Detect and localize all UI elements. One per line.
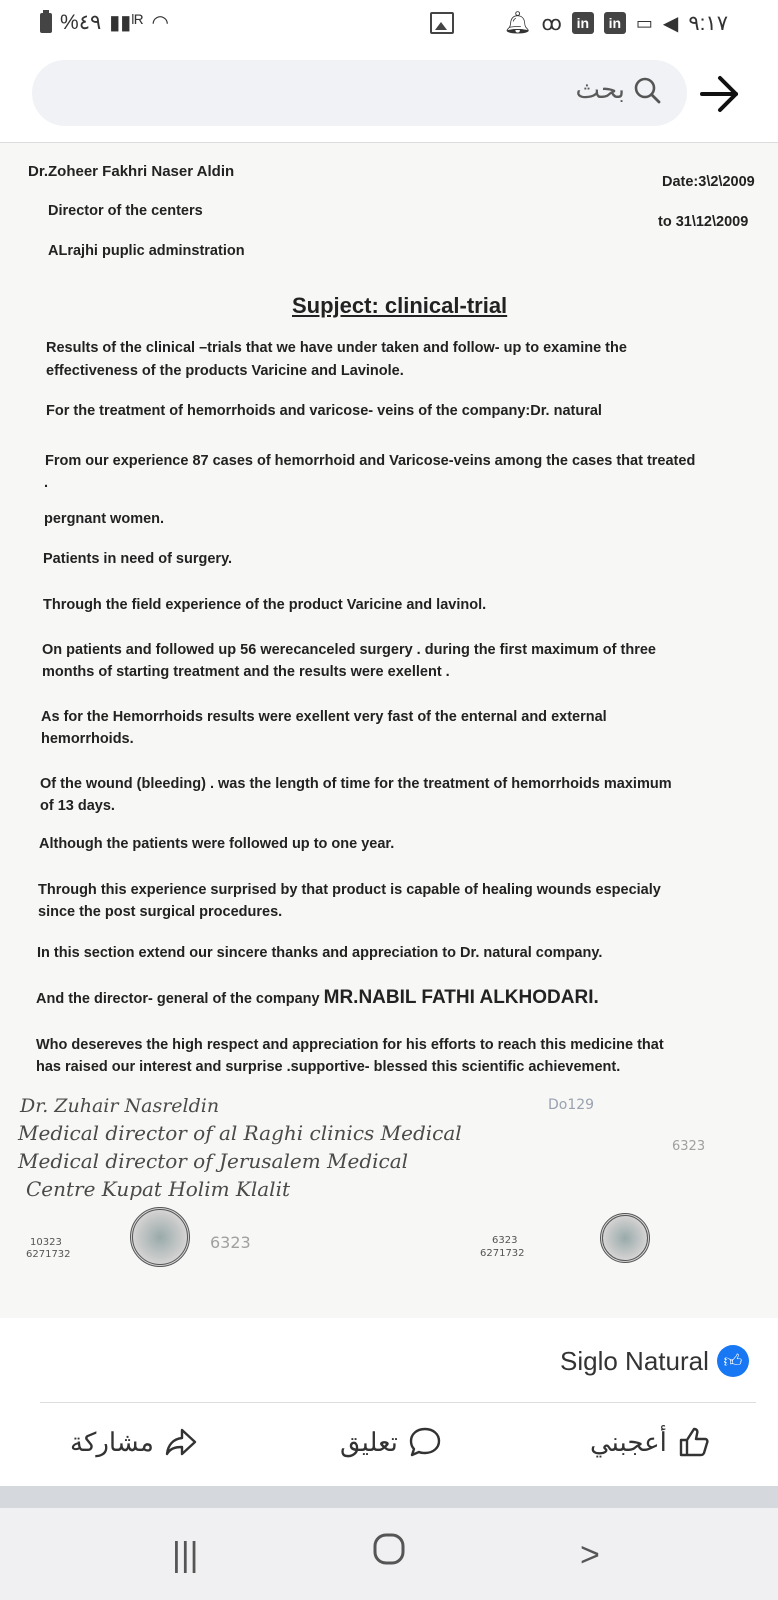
thumbs-up-icon [677,1425,711,1459]
gallery-icon [430,12,454,34]
paragraph-line: Who desereves the high respect and appreciation for his efforts to reach this medicine that [36,1037,664,1053]
paragraph-line: hemorrhoids. [41,731,134,747]
director-name: MR.NABIL FATHI ALKHODARI. [323,987,599,1008]
paragraph-line: since the post surgical procedures. [38,904,283,920]
search-placeholder: بحث [575,74,625,104]
stamp-text: 6271732 [26,1249,71,1260]
comment-label: تعليق [340,1426,398,1457]
share-icon [164,1425,198,1459]
battery-level: %٤٩ [60,11,102,34]
signature-area [0,1095,778,1318]
stamp-text: 6271732 [480,1248,525,1259]
signature-line: Dr. Zuhair Nasreldin [20,1095,220,1117]
home-icon[interactable] [372,1532,406,1575]
separator-band [0,1486,778,1508]
notification-bell-icon: 🔔︎ [503,10,532,35]
signature-line: Centre Kupat Holim Klalit [26,1177,291,1201]
paragraph-line: pergnant women. [44,511,165,527]
paragraph-line: Of the wound (bleeding) . was the length of time for the treatment of hemorrhoids maximum [40,776,672,792]
director-text: And the director- general of the company [36,991,320,1007]
search-input[interactable] [32,60,687,126]
stamp-text: 10323 [30,1237,62,1248]
battery-icon [40,13,52,33]
paragraph-line: In this section extend our sincere thanks and appreciation to Dr. natural company. [37,945,603,961]
author-name: Siglo Natural [560,1345,709,1376]
paragraph-line [36,987,599,1010]
paragraph-line: Patients in need of surgery. [43,551,233,567]
search-field-content [575,74,661,105]
paragraph-line: From our experience 87 cases of hemorrhoid and Varicose-veins among the cases that treated [45,453,696,469]
paragraph-line: effectiveness of the products Varicine and Lavinole. [46,363,404,379]
recent-apps-icon[interactable]: ||| [172,1536,199,1574]
post-actions [0,1415,778,1475]
paragraph-line: . [44,475,49,491]
search-header [0,46,778,143]
paragraph-line: has raised our interest and surprise .supportive- blessed this scientific achievement. [36,1059,621,1075]
paragraph-line: months of starting treatment and the results were exellent . [42,664,450,680]
signature-line: Medical director of al Raghi clinics Medical [18,1121,462,1145]
official-stamp [130,1207,190,1267]
paragraph-line: Through this experience surprised by that product is capable of healing wounds especialy [38,882,661,898]
sender-name: Dr.Zoheer Fakhri Naser Aldin [28,163,235,180]
status-left [40,10,169,35]
official-stamp [600,1213,650,1263]
stamp-text: 6323 [210,1233,251,1252]
like-badge-icon: 👍︎ [717,1345,749,1377]
date-from: Date:3\2\2009 [662,174,755,190]
like-button[interactable] [590,1425,711,1459]
cast-icon: ▭ [635,12,653,33]
status-bar [0,0,778,46]
back-nav-icon[interactable]: > [580,1536,600,1574]
paragraph-line: Although the patients were followed up to one year. [39,836,395,852]
linkedin-icon-2: in [604,12,626,34]
paragraph-line: Through the field experience of the product Varicine and lavinol. [43,597,487,613]
comment-icon [408,1425,442,1459]
sender-org: ALrajhi puplic adminstration [48,243,245,259]
paragraph-line: For the treatment of hemorrhoids and varicose- veins of the company:Dr. natural [46,403,602,419]
post-author[interactable] [560,1345,749,1377]
paragraph-line: Results of the clinical –trials that we have under taken and follow- up to examine the [46,340,627,356]
paragraph-line: As for the Hemorrhoids results were exellent very fast of the enternal and external [41,709,607,725]
stamp-text: 6323 [672,1139,706,1154]
divider [40,1402,756,1403]
stamp-text: Do129 [548,1097,595,1113]
signal-icon: ▮▮ˡᴿ [109,12,144,34]
wifi-icon: ◠ [151,12,169,34]
like-label: أعجبني [590,1426,667,1457]
system-nav-bar [0,1508,778,1600]
status-right [430,10,728,36]
share-button[interactable] [70,1425,198,1459]
document-subject: Supject: clinical-trial [292,293,508,318]
back-arrow-icon[interactable] [698,72,742,116]
linkedin-icon: in [572,12,594,34]
clock-time: ٩:١٧ [688,11,728,35]
comment-button[interactable] [340,1425,442,1459]
share-label: مشاركة [70,1426,154,1457]
send-icon: ◀ [662,12,679,35]
link-icon: ꝏ [541,12,562,35]
sender-title: Director of the centers [48,203,203,219]
stamp-text: 6323 [492,1235,518,1246]
signature-line: Medical director of Jerusalem Medical [18,1149,409,1173]
document-image[interactable] [0,143,778,1318]
search-icon [633,76,661,104]
date-to: to 31\12\2009 [658,214,749,230]
paragraph-line: of 13 days. [40,798,115,814]
paragraph-line: On patients and followed up 56 werecanceled surgery . during the first maximum of three [42,642,656,658]
